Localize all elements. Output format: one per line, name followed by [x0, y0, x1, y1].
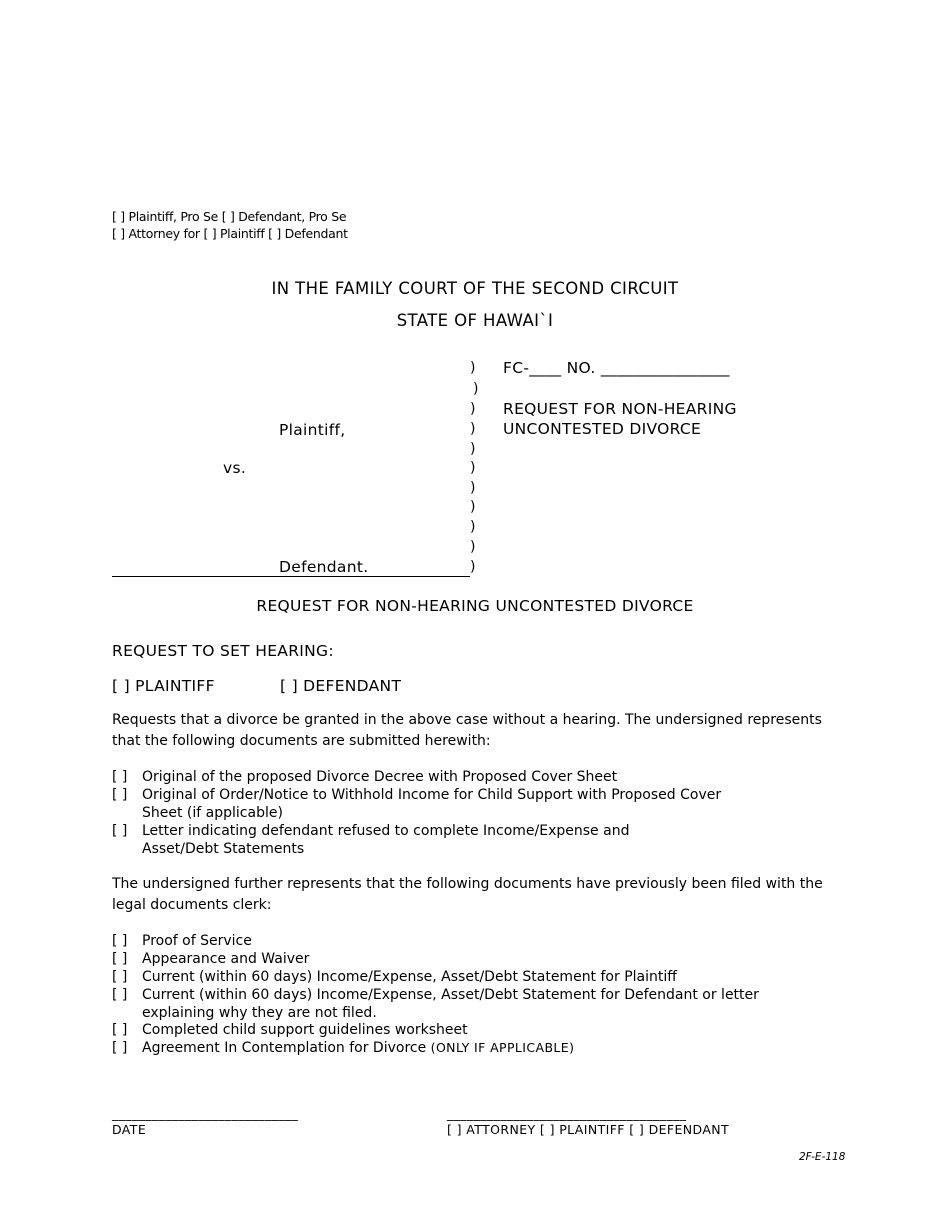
caption-paren: ) — [470, 460, 476, 476]
list-item-text: Current (within 60 days) Income/Expense, Asset/Debt Statement for Plaintiff — [142, 969, 677, 985]
list-item[interactable] — [112, 950, 832, 968]
checkbox[interactable]: [ ] — [112, 787, 128, 803]
caption-paren: ) — [470, 539, 476, 555]
list-item-text: Appearance and Waiver — [142, 951, 310, 967]
form-number: 2F-E-118 — [799, 1151, 846, 1163]
request-heading: REQUEST TO SET HEARING: — [112, 642, 334, 660]
list-item-text: Original of Order/Notice to Withhold Income for Child Support with Proposed Cover Sheet (if applicable) — [142, 787, 722, 821]
list-item[interactable] — [112, 1021, 832, 1039]
list-item-text-main: Agreement In Contemplation for Divorce — [142, 1040, 431, 1056]
intro-paragraph: Requests that a divorce be granted in the above case without a hearing. The undersigned represents that the following documents are submitted herewith: — [112, 712, 822, 749]
list-item[interactable] — [112, 932, 832, 950]
list-item-text: Completed child support guidelines worksheet — [142, 1022, 468, 1038]
plaintiff-label: Plaintiff, — [279, 421, 346, 439]
date-label: DATE — [112, 1122, 147, 1137]
list-item-text: Letter indicating defendant refused to complete Income/Expense and Asset/Debt Statements — [142, 823, 630, 857]
signature-line[interactable]: ____________________________________ — [447, 1106, 687, 1121]
checkbox[interactable]: [ ] — [112, 769, 128, 785]
checkbox[interactable]: [ ] — [112, 823, 128, 839]
caption-underline — [112, 576, 470, 577]
list-item[interactable] — [112, 986, 832, 1022]
list-item[interactable] — [112, 768, 752, 786]
list-item[interactable] — [112, 786, 752, 822]
date-line[interactable]: ____________________________ — [112, 1106, 299, 1121]
caption-paren: ) — [470, 499, 476, 515]
caption-paren: ) — [470, 519, 476, 535]
caption-paren: ) — [470, 480, 476, 496]
pro-se-checkboxes[interactable]: [ ] Plaintiff, Pro Se [ ] Defendant, Pro Se — [112, 209, 347, 224]
checkbox[interactable]: [ ] — [112, 1022, 128, 1038]
attorney-checkboxes[interactable]: [ ] Attorney for [ ] Plaintiff [ ] Defendant — [112, 226, 348, 241]
caption-paren: ) — [470, 559, 476, 575]
caption-paren: ) — [470, 360, 476, 376]
defendant-label: Defendant. — [279, 558, 369, 576]
checkbox[interactable]: [ ] — [112, 987, 128, 1003]
court-state: STATE OF HAWAI`I — [396, 311, 554, 330]
case-number-field[interactable]: FC-____ NO. ________________ — [503, 359, 730, 377]
vs-label: vs. — [223, 459, 247, 477]
filed-paragraph: The undersigned further represents that the following documents have previously been filed with the legal documents clerk: — [112, 876, 823, 913]
checkbox[interactable]: [ ] — [112, 951, 128, 967]
caption-paren: ) — [470, 421, 476, 437]
plaintiff-checkbox[interactable]: [ ] PLAINTIFF — [112, 677, 215, 695]
signer-role-checkboxes[interactable]: [ ] ATTORNEY [ ] PLAINTIFF [ ] DEFENDANT — [447, 1122, 730, 1137]
caption-paren: ) — [473, 381, 479, 397]
checkbox[interactable]: [ ] — [112, 969, 128, 985]
checkbox[interactable]: [ ] — [112, 1040, 128, 1056]
caption-paren: ) — [470, 441, 476, 457]
caption-paren: ) — [470, 401, 476, 417]
list-item[interactable] — [112, 822, 752, 858]
list-item-text: Current (within 60 days) Income/Expense, Asset/Debt Statement for Defendant or letter explaining why they are not filed. — [142, 987, 759, 1021]
list-item[interactable] — [112, 968, 832, 986]
list-item-text: Original of the proposed Divorce Decree with Proposed Cover Sheet — [142, 769, 618, 785]
caption-doc-title-1: REQUEST FOR NON-HEARING — [503, 400, 737, 418]
document-title: REQUEST FOR NON-HEARING UNCONTESTED DIVORCE — [256, 597, 694, 615]
defendant-checkbox[interactable]: [ ] DEFENDANT — [280, 677, 402, 695]
list-item-text: Proof of Service — [142, 933, 252, 949]
court-name: IN THE FAMILY COURT OF THE SECOND CIRCUIT — [271, 279, 679, 298]
checkbox[interactable]: [ ] — [112, 933, 128, 949]
caption-doc-title-2: UNCONTESTED DIVORCE — [503, 420, 702, 438]
applicability-note: (ONLY IF APPLICABLE) — [430, 1040, 575, 1055]
list-item[interactable] — [112, 1039, 832, 1057]
list-item-text — [142, 1039, 574, 1057]
